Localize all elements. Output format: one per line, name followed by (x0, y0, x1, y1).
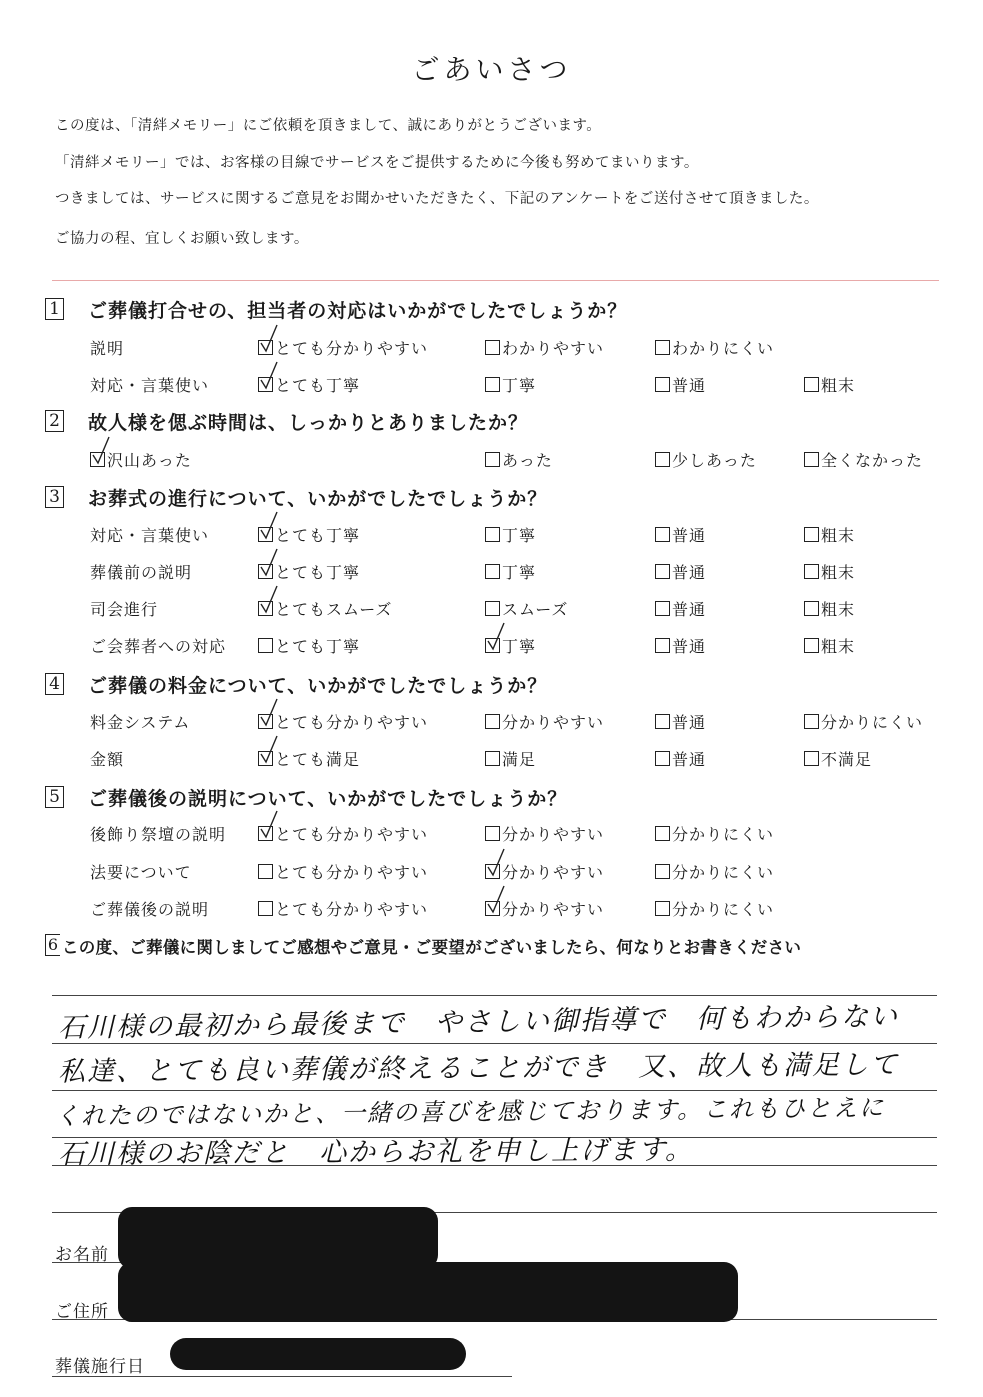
option[interactable] (655, 523, 706, 546)
option[interactable] (485, 897, 604, 920)
option-label: とても分かりやすい (275, 825, 429, 844)
question-3-text: お葬式の進行について、いかがでしたでしょうか？ (88, 488, 548, 510)
option[interactable] (804, 634, 855, 657)
option-label: 分かりにくい (821, 713, 924, 732)
checkbox[interactable] (485, 340, 500, 355)
option[interactable] (258, 822, 428, 845)
option-label: 粗末 (821, 563, 856, 582)
option-label: 丁寧 (502, 526, 537, 545)
check-mark-icon (487, 848, 505, 878)
question-1-text: ご葬儀打合せの、担当者の対応はいかがでしたでしょうか？ (88, 300, 628, 322)
option-label: 分かりにくい (672, 900, 775, 919)
question-number: 4 (45, 673, 64, 695)
option[interactable] (804, 747, 872, 770)
option[interactable] (804, 523, 855, 546)
date-label: 葬儀施行日 (55, 1357, 145, 1377)
option[interactable] (655, 373, 706, 396)
option[interactable] (485, 597, 568, 620)
option-label: 普通 (672, 563, 707, 582)
option[interactable] (485, 710, 604, 733)
redaction-address (118, 1262, 738, 1322)
checkbox[interactable] (485, 564, 500, 579)
comment-line-1: 石川様の最初から最後まで やさしい御指導で 何もわからない (57, 1001, 900, 1044)
checkbox-checked[interactable] (485, 864, 500, 879)
option[interactable] (804, 560, 855, 583)
comment-line-4: 石川様のお陰だと 心からお礼を申し上げます。 (57, 1134, 694, 1171)
option[interactable] (655, 634, 706, 657)
option[interactable] (655, 710, 706, 733)
checkbox[interactable] (655, 377, 670, 392)
checkbox[interactable] (804, 751, 819, 766)
option[interactable] (90, 448, 192, 471)
checkbox[interactable] (804, 564, 819, 579)
checkbox-checked[interactable] (258, 751, 273, 766)
option-label: 全くなかった (821, 451, 924, 470)
row-label: 金額 (90, 750, 125, 769)
option[interactable] (485, 373, 536, 396)
row-label: 葬儀前の説明 (90, 563, 193, 582)
checkbox[interactable] (804, 527, 819, 542)
intro-line-1: この度は、「清絆メモリー」にご依頼を頂きまして、誠にありがとうございます。 (55, 118, 602, 134)
checkbox-checked[interactable] (258, 340, 273, 355)
checkbox[interactable] (655, 527, 670, 542)
checkbox[interactable] (485, 714, 500, 729)
row-label: 司会進行 (90, 600, 159, 619)
row-label: 後飾り祭壇の説明 (90, 825, 227, 844)
option[interactable] (258, 860, 428, 883)
option-label: あった (502, 451, 553, 470)
checkbox[interactable] (655, 826, 670, 841)
option[interactable] (655, 597, 706, 620)
check-mark-icon (260, 698, 278, 728)
checkbox[interactable] (258, 901, 273, 916)
checkbox[interactable] (804, 638, 819, 653)
option[interactable] (655, 448, 757, 471)
question-2-text: 故人様を偲ぶ時間は、しっかりとありましたか？ (88, 412, 529, 434)
option[interactable] (655, 560, 706, 583)
option-label: とても満足 (275, 750, 361, 769)
option[interactable] (258, 560, 360, 583)
option[interactable] (804, 597, 855, 620)
checkbox[interactable] (485, 751, 500, 766)
option[interactable] (258, 634, 360, 657)
option[interactable] (258, 523, 360, 546)
checkbox[interactable] (804, 377, 819, 392)
redaction-name (118, 1207, 438, 1269)
option-label: 丁寧 (502, 637, 537, 656)
checkbox[interactable] (485, 527, 500, 542)
option-label: とても分かりやすい (275, 339, 429, 358)
option-label: とても丁寧 (275, 637, 361, 656)
checkbox[interactable] (485, 601, 500, 616)
option-label: 分かりやすい (502, 863, 605, 882)
option[interactable] (655, 822, 774, 845)
option[interactable] (485, 822, 604, 845)
option[interactable] (804, 448, 923, 471)
checkbox[interactable] (485, 377, 500, 392)
address-label: ご住所 (55, 1302, 109, 1322)
option-label: 分かりにくい (672, 825, 775, 844)
checkbox[interactable] (655, 452, 670, 467)
intro-line-4: ご協力の程、宜しくお願い致します。 (55, 231, 309, 247)
page-title: ごあいさつ (411, 53, 572, 86)
option[interactable] (655, 860, 774, 883)
checkbox-checked[interactable] (90, 452, 105, 467)
check-mark-icon (92, 436, 110, 466)
row-label: 説明 (90, 339, 125, 358)
checkbox[interactable] (804, 714, 819, 729)
checkbox[interactable] (258, 638, 273, 653)
option-label: 分かりやすい (502, 713, 605, 732)
option-label: 分かりやすい (502, 825, 605, 844)
comment-line-2: 私達、とても良い葬儀が終えることができ 又、故人も満足して (57, 1049, 900, 1088)
intro-line-3: つきましては、サービスに関するご意見をお聞かせいただきたく、下記のアンケートをご送付させて頂きました。 (55, 191, 819, 207)
option-label: とてもスムーズ (275, 600, 393, 619)
check-mark-icon (260, 548, 278, 578)
option-label: 粗末 (821, 526, 856, 545)
checkbox-checked[interactable] (258, 564, 273, 579)
option[interactable] (485, 747, 536, 770)
question-number: 3 (45, 486, 64, 508)
option[interactable] (655, 747, 706, 770)
option-label: わかりやすい (502, 339, 605, 358)
row-label: 法要について (90, 863, 192, 882)
option-label: 普通 (672, 526, 707, 545)
checkbox-checked[interactable] (485, 901, 500, 916)
option-label: とても分かりやすい (275, 713, 429, 732)
checkbox-checked[interactable] (258, 826, 273, 841)
comment-line-3: くれたのではないかと、一緒の喜びを感じております。これもひとえに (54, 1093, 886, 1131)
check-mark-icon (487, 622, 505, 652)
option-label: 普通 (672, 750, 707, 769)
option[interactable] (485, 860, 604, 883)
option-label: とても丁寧 (275, 563, 361, 582)
option[interactable] (485, 523, 536, 546)
option-label: 普通 (672, 637, 707, 656)
checkbox[interactable] (804, 601, 819, 616)
checkbox[interactable] (655, 901, 670, 916)
check-mark-icon (260, 324, 278, 354)
option-label: 少しあった (672, 451, 757, 470)
check-mark-icon (487, 885, 505, 915)
check-mark-icon (260, 511, 278, 541)
option-label: 粗末 (821, 637, 856, 656)
question-6-text: この度、ご葬儀に関しましてご感想やご意見・ご要望がございましたら、何なりとお書きください (62, 938, 802, 957)
option-label: わかりにくい (672, 339, 775, 358)
question-4-text: ご葬儀の料金について、いかがでしたでしょうか？ (88, 675, 548, 697)
check-mark-icon (260, 585, 278, 615)
checkbox[interactable] (655, 638, 670, 653)
check-mark-icon (260, 735, 278, 765)
option[interactable] (485, 336, 604, 359)
option[interactable] (258, 710, 428, 733)
option[interactable] (258, 373, 360, 396)
option-label: とても分かりやすい (275, 900, 429, 919)
row-label: ご会葬者への対応 (90, 637, 227, 656)
option-label: とても分かりやすい (275, 863, 429, 882)
checkbox-checked[interactable] (485, 638, 500, 653)
checkbox[interactable] (258, 864, 273, 879)
option-label: 分かりにくい (672, 863, 775, 882)
checkbox[interactable] (485, 452, 500, 467)
option-label: スムーズ (502, 600, 569, 619)
option-label: 普通 (672, 713, 707, 732)
option-label: 丁寧 (502, 563, 537, 582)
option-label: 粗末 (821, 600, 856, 619)
redaction-date (170, 1338, 466, 1370)
option-label: 分かりやすい (502, 900, 605, 919)
row-label: ご葬儀後の説明 (90, 900, 210, 919)
checkbox[interactable] (655, 751, 670, 766)
question-number: 2 (45, 410, 64, 432)
checkbox[interactable] (655, 564, 670, 579)
question-number: 1 (45, 298, 64, 320)
check-mark-icon (260, 361, 278, 391)
option[interactable] (258, 747, 360, 770)
option[interactable] (655, 897, 774, 920)
checkbox[interactable] (485, 826, 500, 841)
check-mark-icon (260, 810, 278, 840)
option-label: 普通 (672, 600, 707, 619)
date-underline (52, 1376, 512, 1377)
checkbox-checked[interactable] (258, 714, 273, 729)
option-label: 粗末 (821, 376, 856, 395)
checkbox[interactable] (655, 601, 670, 616)
checkbox[interactable] (804, 452, 819, 467)
question-number: 5 (45, 786, 64, 808)
option[interactable] (804, 710, 923, 733)
option[interactable] (804, 373, 855, 396)
option-label: 普通 (672, 376, 707, 395)
checkbox[interactable] (655, 714, 670, 729)
question-5-text: ご葬儀後の説明について、いかがでしたでしょうか？ (88, 788, 568, 810)
intro-line-2: 「清絆メモリー」では、お客様の目線でサービスをご提供するために今後も努めてまいります。 (55, 155, 699, 171)
row-label: 対応・言葉使い (90, 526, 210, 545)
divider (52, 280, 939, 281)
option-label: 沢山あった (107, 451, 192, 470)
checkbox-checked[interactable] (258, 377, 273, 392)
option[interactable] (258, 897, 428, 920)
name-label: お名前 (55, 1245, 109, 1265)
option-label: 満足 (502, 750, 537, 769)
option-label: とても丁寧 (275, 526, 361, 545)
option-label: とても丁寧 (275, 376, 361, 395)
checkbox[interactable] (655, 340, 670, 355)
option[interactable] (258, 336, 428, 359)
checkbox-checked[interactable] (258, 601, 273, 616)
option[interactable] (485, 448, 553, 471)
checkbox[interactable] (655, 864, 670, 879)
option-label: 丁寧 (502, 376, 537, 395)
question-number: 6 (45, 934, 60, 956)
checkbox-checked[interactable] (258, 527, 273, 542)
row-label: 料金システム (90, 713, 191, 732)
option[interactable] (485, 634, 536, 657)
option[interactable] (485, 560, 536, 583)
row-label: 対応・言葉使い (90, 376, 210, 395)
option-label: 不満足 (821, 750, 873, 769)
option[interactable] (258, 597, 392, 620)
option[interactable] (655, 336, 774, 359)
